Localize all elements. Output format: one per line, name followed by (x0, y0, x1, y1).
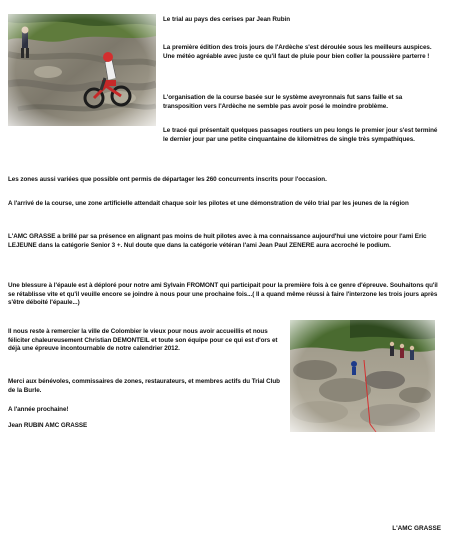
paragraph-zones: Les zones aussi variées que possible ont permis de départager les 260 concurrents inscrits pour l'occasion. (8, 176, 327, 183)
author-signature: Jean RUBIN AMC GRASSE (8, 422, 88, 429)
paragraph-arrivee: A l'arrivé de la course, une zone artificielle attendait chaque soir les pilotes et une démonstration de vélo trial par les jeunes de la région (8, 200, 409, 207)
paragraph-premiere-edition: La première édition des trois jours de l'Ardèche s'est déroulée sous les meilleurs auspices. Une météo agréable avec juste ce qu'il faut de pluie pour bien coller la poussière parterre ! (163, 44, 432, 60)
paragraph-blessure: Une blessure à l'épaule est à déploré pour notre ami Sylvain FROMONT qui participait pour la première fois à ce genre d'épreuve. Souhaitons qu'il se rétablisse vite et qu'il veuille encore se joindre à nous pour une prochaine fois...( Il a quand même réussi à faire l'interzone les trois jours après s'être déboité l'épaule...) (8, 282, 438, 307)
paragraph-annee-prochaine: A l'année prochaine! (8, 406, 69, 413)
paragraph-amc-grasse: L'AMC GRASSE a brillé par sa présence en alignant pas moins de huit pilotes avec à ma connaissance aujourd'hui une victoire pour l'ami Eric LEJEUNE dans la catégorie Senior 3 +. Nul doute que dans la catégorie vétéran l'ami Jean Paul ZENERE aura accroché le podium. (8, 233, 427, 249)
paragraph-merci-benevoles: Merci aux bénévoles, commissaires de zones, restaurateurs, et membres actifs du Trial Club de la Burle. (8, 378, 280, 394)
trial-zone-photo-bottom (290, 320, 435, 432)
trial-rider-photo-top (8, 14, 156, 126)
paragraph-remerciements: Il nous reste à remercier la ville de Colombier le vieux pour nous avoir accueillis et nous féliciter chaleureusement Christian DEMONTEIL et toute son équipe pour ce qui est d'ors et déjà une épreuve incontournable de notre calendrier 2012. (8, 328, 278, 353)
paragraph-trace: Le tracé qui présentait quelques passages routiers un peu longs le premier jour s'est terminé le dernier jour par une petite cinquantaine de kilomètres de single très sympathiques. (163, 127, 438, 143)
paragraph-organisation: L'organisation de la course basée sur le système aveyronnais fut sans faille et sa transposition vers l'Ardèche ne semble pas avoir posé le moindre problème. (163, 94, 403, 110)
footer-club-name: L'AMC GRASSE (392, 525, 441, 532)
article-title: Le trial au pays des cerises par Jean Rubin (163, 16, 290, 23)
